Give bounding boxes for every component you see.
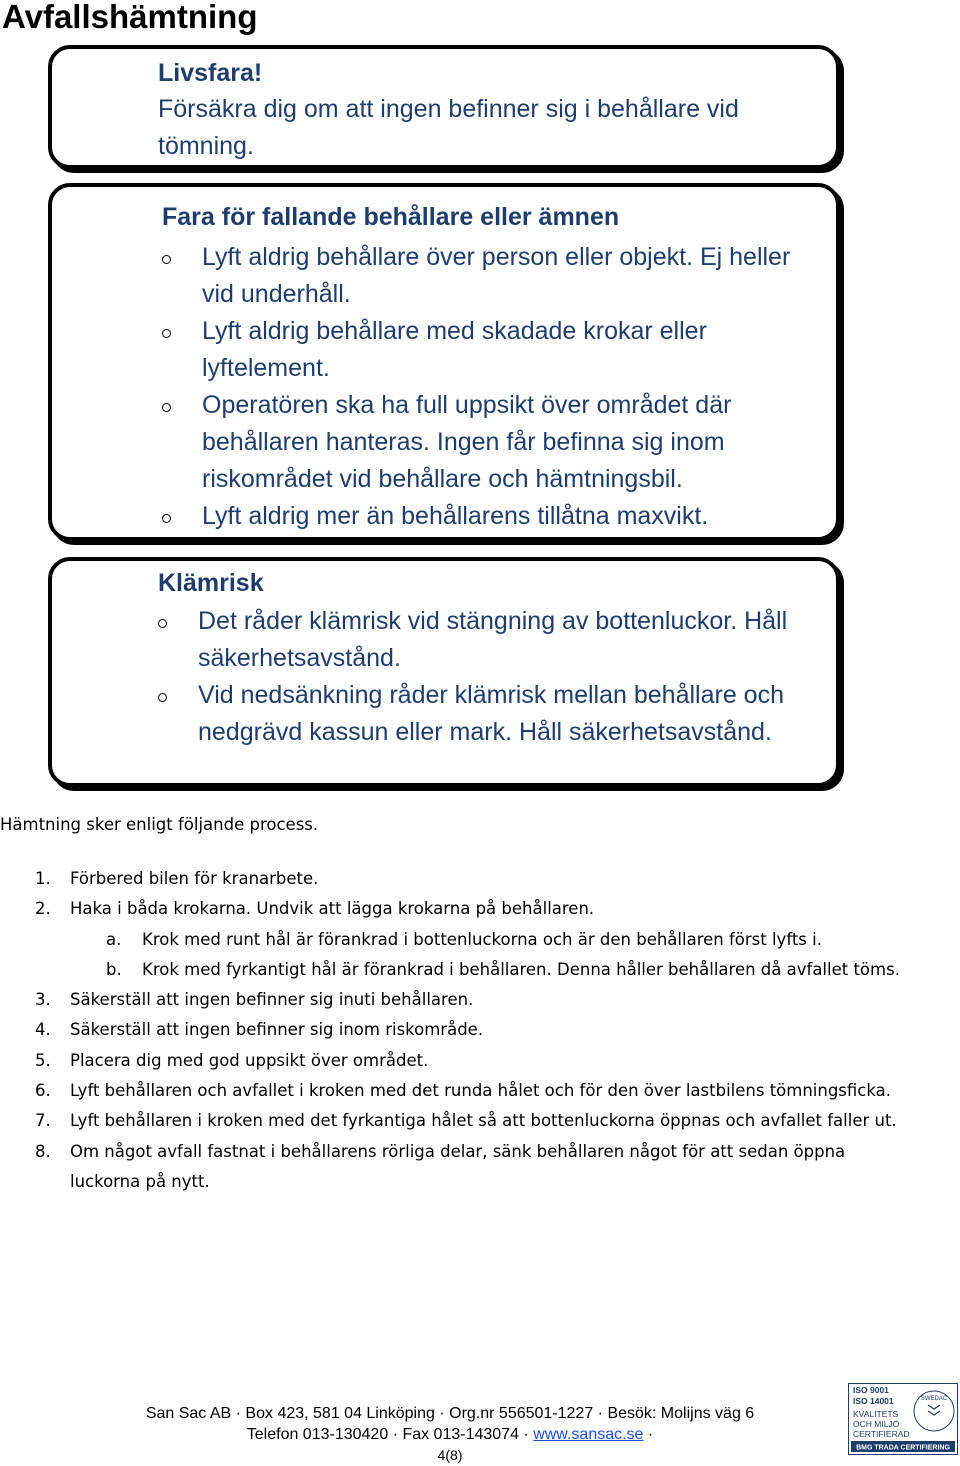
step-number: 1. xyxy=(35,869,51,888)
warning-bullet: Lyft aldrig behållare över person eller objekt. Ej heller vid underhåll. xyxy=(156,239,796,313)
footer-phone-fax: Telefon 013-130420 · Fax 013-143074 · xyxy=(246,1426,534,1443)
step-text: Lyft behållaren i kroken med det fyrkantiga hålet så att bottenluckorna öppnas och avfallet faller ut. xyxy=(70,1111,897,1131)
process-step xyxy=(0,1137,900,1198)
warning-bullet-list xyxy=(156,239,796,535)
warning-bullet: Lyft aldrig mer än behållarens tillåtna maxvikt. xyxy=(156,498,796,535)
cert-line: ISO 9001 xyxy=(853,1385,889,1395)
step-number: 5. xyxy=(35,1050,51,1070)
footer-contact xyxy=(100,1424,800,1445)
website-link[interactable]: www.sansac.se xyxy=(533,1426,644,1443)
process-intro: Hämtning sker enligt följande process. xyxy=(0,815,319,834)
warning-box-klamrisk xyxy=(48,557,840,787)
step-text: Säkerställ att ingen befinner sig inom riskområde. xyxy=(70,1020,484,1040)
warning-bullet: Lyft aldrig behållare med skadade krokar eller lyftelement. xyxy=(156,313,796,387)
warning-box-livsfara xyxy=(48,45,840,169)
step-text: Krok med fyrkantigt hål är förankrad i behållaren. Denna håller behållaren då avfallet töms. xyxy=(142,959,900,979)
step-number: 3. xyxy=(35,990,51,1010)
step-text: Säkerställ att ingen befinner sig inuti behållaren. xyxy=(70,990,474,1010)
process-substep xyxy=(0,925,902,955)
step-number: a. xyxy=(106,929,122,949)
warning-box-fallande xyxy=(48,183,840,541)
step-text: Placera dig med god uppsikt över området. xyxy=(70,1050,429,1070)
process-step xyxy=(0,1015,900,1045)
step-text: Om något avfall fastnat i behållarens rörliga delar, sänk behållaren något för att sedan öppna luckorna på nytt. xyxy=(70,1141,846,1191)
cert-line: ISO 14001 xyxy=(853,1396,894,1406)
cert-line: OCH MILJÖ xyxy=(853,1419,900,1429)
warning-title: Livsfara! xyxy=(158,59,263,87)
process-step xyxy=(0,1076,900,1106)
step-number: 4. xyxy=(35,1020,51,1040)
step-number: 7. xyxy=(35,1111,51,1131)
process-step xyxy=(0,1106,900,1136)
cert-line: CERTIFIERAD xyxy=(853,1429,910,1439)
footer-separator: · xyxy=(643,1426,654,1443)
step-number: 2. xyxy=(35,899,51,919)
certification-logo xyxy=(848,1383,958,1455)
step-text: Förbered bilen för kranarbete. xyxy=(70,869,319,888)
process-step xyxy=(0,1046,900,1076)
cert-line: BMG TRADA CERTIFIERING xyxy=(856,1444,950,1452)
footer-company-info: San Sac AB · Box 423, 581 04 Linköping · Org.nr 556501-1227 · Besök: Molijns väg 6 xyxy=(145,1405,755,1422)
warning-title: Fara för fallande behållare eller ämnen xyxy=(162,203,620,231)
process-substep xyxy=(0,955,902,985)
step-number: b. xyxy=(106,959,122,979)
warning-title: Klämrisk xyxy=(158,569,264,597)
step-text: Haka i båda krokarna. Undvik att lägga krokarna på behållaren. xyxy=(70,899,595,919)
warning-text: Försäkra dig om att ingen befinner sig i behållare vid tömning. xyxy=(158,95,739,160)
page-number: 4(8) xyxy=(437,1447,463,1463)
step-number: 8. xyxy=(35,1141,51,1161)
step-text: Lyft behållaren och avfallet i kroken med det runda hålet och för den över lastbilens tömningsficka. xyxy=(70,1081,891,1101)
process-step xyxy=(0,985,900,1015)
process-step xyxy=(0,894,900,924)
cert-line: KVALITETS xyxy=(853,1409,899,1419)
warning-bullet-list xyxy=(152,603,792,751)
warning-bullet: Vid nedsänkning råder klämrisk mellan behållare och nedgrävd kassun eller mark. Håll säkerhetsavstånd. xyxy=(152,677,792,751)
seal-text: SWEDAC xyxy=(920,1396,948,1402)
warning-bullet: Operatören ska ha full uppsikt över området där behållaren hanteras. Ingen får befinna sig inom riskområdet vid behållare och hämtningsbil. xyxy=(156,387,796,498)
process-step xyxy=(0,864,900,894)
step-text: Krok med runt hål är förankrad i bottenluckorna och är den behållaren först lyfts i. xyxy=(142,929,822,949)
warning-bullet: Det råder klämrisk vid stängning av bottenluckor. Håll säkerhetsavstånd. xyxy=(152,603,792,677)
page-title: Avfallshämtning xyxy=(2,0,258,35)
process-steps xyxy=(0,864,902,1197)
step-number: 6. xyxy=(35,1081,51,1101)
